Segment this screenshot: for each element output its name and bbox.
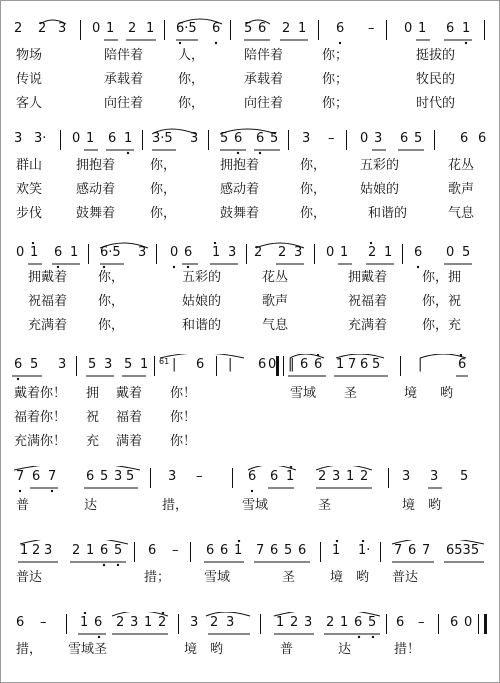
note: 6 (354, 615, 363, 630)
lyric: 福着你！ (14, 410, 67, 425)
note: 6 (300, 357, 309, 372)
lyric: 鼓舞着 (76, 206, 116, 221)
lyric: 传说 (16, 72, 43, 87)
note: 1 (86, 131, 95, 146)
note: 2 (282, 21, 291, 36)
note: 0 (360, 131, 369, 146)
lyric: 境 (402, 498, 416, 513)
note: 5 (100, 469, 109, 484)
lyric: 你， (150, 182, 177, 197)
note: 2 (318, 469, 327, 484)
note: 7 (422, 543, 431, 558)
note: 3 (130, 615, 139, 630)
note: – (368, 21, 375, 36)
lyric: 戴着你！ (14, 386, 67, 401)
note: 6 (314, 357, 323, 372)
note: 2 (290, 615, 299, 630)
note: | (228, 357, 233, 372)
lyric: 姑娘的 (182, 294, 222, 309)
note: 5 (284, 543, 293, 558)
lyric: 你， (150, 206, 177, 221)
note: 6 (478, 131, 487, 146)
lyric: 和谐的 (182, 318, 222, 333)
lyric: 和谐的 (368, 206, 408, 221)
slurs-and-underlines (0, 354, 500, 384)
note: 3 (138, 245, 147, 260)
note: 3 (104, 357, 113, 372)
note: ‖ (288, 357, 295, 372)
note: 1 (336, 357, 345, 372)
lyric: 圣 (318, 498, 332, 513)
note: 3· (34, 131, 47, 146)
lyric: 祝 (86, 410, 100, 425)
note: 5 (368, 615, 377, 630)
note: 2 (326, 615, 335, 630)
lyric: 五彩的 (182, 270, 222, 285)
lyric: 鼓舞着 (220, 206, 260, 221)
note: 2 (254, 245, 263, 260)
slurs-and-underlines (0, 612, 500, 642)
note: 0 (404, 21, 413, 36)
lyric: 物场 (16, 48, 43, 63)
note: 1 (234, 543, 243, 558)
note: 2 (368, 245, 377, 260)
lyric: 普达 (392, 570, 419, 585)
grace-note: 61 (159, 357, 170, 366)
lyric: 感动着 (220, 182, 260, 197)
note: 5 (372, 357, 381, 372)
note: – (40, 615, 47, 630)
lyric: 步伐 (16, 206, 43, 221)
note: 1 (140, 357, 149, 372)
note: 3 (190, 615, 199, 630)
note: 6 (258, 357, 267, 372)
slurs-and-underlines (0, 18, 500, 48)
note: 1 (124, 131, 133, 146)
lyric: 你， (98, 318, 125, 333)
note: 5 (244, 21, 253, 36)
lyric-line-verse-1 (0, 46, 500, 68)
lyric: 达 (338, 642, 352, 657)
lyric: 祝福着 (348, 294, 388, 309)
lyric: 拥戴着 (348, 270, 388, 285)
note: 1 (340, 615, 349, 630)
note: – (418, 615, 425, 630)
note: 2 (128, 21, 137, 36)
note: 0 (72, 131, 81, 146)
lyric-line-verse-2 (0, 292, 500, 314)
note: 1· (358, 543, 371, 558)
note: 7 (394, 543, 403, 558)
note: 5 (30, 357, 39, 372)
lyric: 哟 (428, 498, 442, 513)
note: 6 (196, 357, 205, 372)
lyric: 你， (178, 96, 205, 111)
note: 6 (148, 543, 157, 558)
lyric: 圣 (344, 386, 358, 401)
lyric: 你！ (170, 386, 197, 401)
lyric-line-verse-1 (0, 156, 500, 178)
note: 3 (190, 131, 199, 146)
lyric: 欢笑 (16, 182, 43, 197)
lyric: 陪伴着 (244, 48, 284, 63)
lyric: 挺拔的 (416, 48, 456, 63)
note: 3 (294, 245, 303, 260)
lyric: 充满你！ (14, 434, 67, 449)
lyric: 普达 (16, 570, 43, 585)
lyric: 客人 (16, 96, 43, 111)
note: 0 (464, 615, 473, 630)
lyric: 时代的 (416, 96, 456, 111)
lyric: 人， (178, 48, 205, 63)
note: 6 (270, 543, 279, 558)
note: 0 (92, 21, 101, 36)
note: 6 (400, 131, 409, 146)
note: 6 (446, 21, 455, 36)
slurs-and-underlines (0, 128, 500, 158)
note: 6 (396, 615, 405, 630)
note: 0 (326, 245, 335, 260)
slurs-and-underlines (0, 540, 500, 570)
note: 2 (116, 615, 125, 630)
note: 3 (226, 615, 235, 630)
lyric: 群山 (16, 158, 43, 173)
note: 7 (348, 357, 357, 372)
note: 5 (270, 131, 279, 146)
note: 6 (86, 469, 95, 484)
lyric: 哟 (210, 642, 224, 657)
note: 6 (220, 543, 229, 558)
note: 6535 (446, 543, 480, 558)
note: 0 (16, 245, 25, 260)
note: 2 (278, 245, 287, 260)
note: 5 (126, 469, 135, 484)
note: 1 (70, 245, 79, 260)
lyric: 气息 (448, 206, 475, 221)
lyric: 措！ (394, 642, 421, 657)
note: 6 (450, 615, 459, 630)
note: 3 (58, 357, 67, 372)
note: 1 (106, 21, 115, 36)
lyric: 感动着 (76, 182, 116, 197)
note: – (172, 543, 179, 558)
note: 6 (336, 21, 345, 36)
lyric: 境 (404, 386, 418, 401)
lyric: 措； (144, 570, 171, 585)
lyric: 你，充 (422, 318, 462, 333)
note: 0 (170, 245, 179, 260)
lyric: 境 (330, 570, 344, 585)
lyric: 牧民的 (416, 72, 456, 87)
note: 1 (144, 615, 153, 630)
lyric: 拥戴着 (28, 270, 68, 285)
note: 3 (304, 615, 313, 630)
lyric: 陪伴着 (104, 48, 144, 63)
lyric-line-verse-2 (0, 408, 500, 430)
lyric: 你！ (170, 434, 197, 449)
lyric: 你， (300, 182, 327, 197)
note: 3 (114, 469, 123, 484)
lyric: 你， (98, 294, 125, 309)
note: 1 (86, 543, 95, 558)
note: 1 (30, 245, 39, 260)
lyric: 充满着 (348, 318, 388, 333)
note: 3 (430, 469, 439, 484)
lyric: 承载着 (104, 72, 144, 87)
lyric: 雪域 (242, 498, 269, 513)
note: 1 (462, 21, 471, 36)
lyric: 措， (16, 642, 43, 657)
lyric: 达 (84, 498, 98, 513)
note: 5 (124, 357, 133, 372)
note: 1 (298, 21, 307, 36)
note: | (172, 357, 177, 372)
note: – (196, 469, 203, 484)
lyric: 你； (322, 48, 349, 63)
lyric: 哟 (440, 386, 454, 401)
note: 7 (16, 469, 25, 484)
lyric: 花丛 (448, 158, 475, 173)
lyric: 歌声 (448, 182, 475, 197)
note: 3·5 (152, 131, 173, 146)
note: 2 (158, 615, 167, 630)
note: 5 (460, 469, 469, 484)
note: 6 (32, 469, 41, 484)
lyric-line-verse-3 (0, 316, 500, 338)
note: 6 (408, 543, 417, 558)
note: 6 (54, 245, 63, 260)
lyric: 拥 (86, 386, 100, 401)
note: 6·5 (100, 245, 121, 260)
note: 6 (414, 245, 423, 260)
note: 2 (210, 615, 219, 630)
note: 7 (48, 469, 57, 484)
lyric: 普 (280, 642, 294, 657)
lyric: 境 (184, 642, 198, 657)
lyric: 哟 (356, 570, 370, 585)
lyric: 你， (178, 72, 205, 87)
note: 6·5 (176, 21, 197, 36)
note: 3 (228, 245, 237, 260)
note: 6 (458, 357, 467, 372)
note: 6 (234, 131, 243, 146)
lyric: 你，拥 (422, 270, 462, 285)
lyric: 措， (162, 498, 189, 513)
note: 6 (360, 357, 369, 372)
note: 6 (206, 543, 215, 558)
lyric-line-verse-2 (0, 180, 500, 202)
note: 1 (418, 21, 427, 36)
note: 3 (44, 543, 53, 558)
note: 6 (100, 543, 109, 558)
note: 5 (220, 131, 229, 146)
note: 6 (212, 21, 221, 36)
lyric: 戴着 (116, 386, 143, 401)
note: 1 (332, 543, 341, 558)
note: 6 (14, 357, 23, 372)
lyric: 雪域 (204, 570, 231, 585)
lyric: 你，祝 (422, 294, 462, 309)
lyric: 你， (98, 270, 125, 285)
note: 2 (32, 543, 41, 558)
lyric: 向往着 (104, 96, 144, 111)
note: 6 (108, 131, 117, 146)
note: 3 (374, 131, 383, 146)
lyric: 五彩的 (360, 158, 400, 173)
note: 5 (414, 131, 423, 146)
note: 2 (72, 543, 81, 558)
lyric: 气息 (262, 318, 289, 333)
note: 1 (212, 245, 221, 260)
note: 6 (298, 543, 307, 558)
lyric-line-verse-3 (0, 204, 500, 226)
note: 1 (276, 615, 285, 630)
note: 1 (20, 543, 29, 558)
note: 2 (14, 21, 23, 36)
lyric-line-verse-2 (0, 70, 500, 92)
note: 6 (16, 615, 25, 630)
note: 3 (402, 469, 411, 484)
note: 1 (384, 245, 393, 260)
note: 0 (268, 357, 277, 372)
lyric-line-verse-1 (0, 384, 500, 406)
note: 6 (258, 21, 267, 36)
note: 1 (340, 245, 349, 260)
note: 6 (248, 469, 257, 484)
lyric: 充 (86, 434, 100, 449)
note: | (418, 357, 423, 372)
lyric: 祝福着 (28, 294, 68, 309)
note: – (328, 131, 335, 146)
note: 1 (80, 615, 89, 630)
lyric: 承载着 (244, 72, 284, 87)
note: 3 (302, 131, 311, 146)
lyric-line-verse-3 (0, 432, 500, 454)
lyric-line-verse-3 (0, 94, 500, 116)
note: 6 (94, 615, 103, 630)
note: 3 (168, 469, 177, 484)
note: 5 (462, 245, 471, 260)
note: 2 (360, 469, 369, 484)
note: 5 (114, 543, 123, 558)
lyric: 姑娘的 (360, 182, 400, 197)
lyric: 圣 (282, 570, 296, 585)
note: 3 (58, 21, 67, 36)
note: 1 (346, 469, 355, 484)
slurs-and-underlines (0, 466, 500, 496)
lyric: 雪域圣 (68, 642, 108, 657)
lyric: 充满着 (28, 318, 68, 333)
lyric: 你， (300, 206, 327, 221)
note: 2 (38, 21, 47, 36)
note: 0 (446, 245, 455, 260)
note: 6 (256, 131, 265, 146)
note: 5 (88, 357, 97, 372)
lyric-line-verse-1 (0, 496, 500, 518)
note: 3 (332, 469, 341, 484)
lyric: 向往着 (244, 96, 284, 111)
lyric: 花丛 (262, 270, 289, 285)
note: 6 (184, 245, 193, 260)
lyric: 歌声 (262, 294, 289, 309)
note: 6 (270, 469, 279, 484)
lyric: 你！ (170, 410, 197, 425)
lyric: 满着 (116, 434, 143, 449)
lyric: 雪域 (290, 386, 317, 401)
lyric-line-verse-1 (0, 268, 500, 290)
note: 7 (256, 543, 265, 558)
lyric: 拥抱着 (220, 158, 260, 173)
lyric-line-verse-1 (0, 640, 500, 662)
lyric: 你； (322, 96, 349, 111)
lyric: 普 (16, 498, 30, 513)
lyric-line-verse-1 (0, 568, 500, 590)
note: 1 (286, 469, 295, 484)
lyric: 福着 (116, 410, 143, 425)
lyric: 拥抱着 (76, 158, 116, 173)
note: 3 (14, 131, 23, 146)
lyric: 你， (150, 158, 177, 173)
lyric: 你， (300, 158, 327, 173)
note: 1 (146, 21, 155, 36)
lyric: 你； (322, 72, 349, 87)
note: 6 (460, 131, 469, 146)
